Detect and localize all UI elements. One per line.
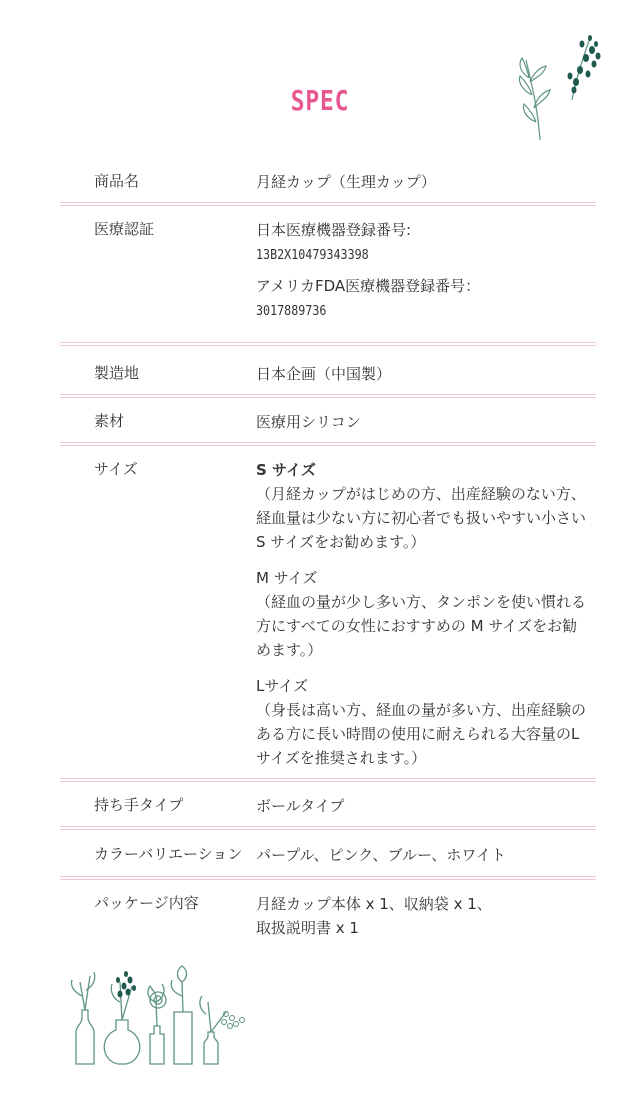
row-label: カラーバリエーション xyxy=(94,845,243,863)
size-s-title: S サイズ xyxy=(256,461,316,479)
cert-fda-number: 3017889736 xyxy=(256,304,327,319)
row-label: 素材 xyxy=(94,412,125,430)
row-value: 医療用シリコン xyxy=(256,413,361,431)
row-label: 製造地 xyxy=(94,364,140,382)
row-value: ボールタイプ xyxy=(256,797,345,815)
package-line-2: 取扱説明書 x 1 xyxy=(256,919,359,937)
size-m-title: M サイズ xyxy=(256,569,318,587)
row-value xyxy=(256,218,596,336)
botanical-sprig-icon xyxy=(510,30,610,150)
page-title: SPEC xyxy=(290,84,350,117)
size-l-description: （身長は高い方、経血の量が多い方、出産経験のある方に長い時間の使用に耐えられる大容量のLサイズを推奨されます。） xyxy=(256,701,587,767)
spec-row-colors xyxy=(60,830,596,876)
spec-row-size xyxy=(60,446,596,776)
cert-jp-number: 13B2X10479343398 xyxy=(256,248,369,263)
cert-fda-label: アメリカFDA医療機器登録番号： xyxy=(256,277,481,295)
row-value xyxy=(256,458,596,776)
row-label: 商品名 xyxy=(94,172,140,190)
size-s-description: （月経カップがはじめの方、出産経験のない方、経血量は少ない方に初心者でも扱いやすい小さいS サイズをお勧めます。） xyxy=(256,485,587,551)
size-l-title: Lサイズ xyxy=(256,677,309,695)
row-label: サイズ xyxy=(94,460,138,478)
spec-row-package-contents xyxy=(60,880,596,950)
spec-row-handle-type xyxy=(60,782,596,826)
size-m-description: （経血の量が少し多い方、タンポンを使い慣れる方にすべての女性におすすめの M サイズをお勧めます。） xyxy=(256,593,587,659)
row-label: パッケージ内容 xyxy=(94,894,199,912)
spec-row-origin xyxy=(60,346,596,392)
spec-table xyxy=(60,156,596,950)
package-line-1: 月経カップ本体 x 1、収納袋 x 1、 xyxy=(256,895,492,913)
row-value: パープル、ピンク、ブルー、ホワイト xyxy=(256,846,506,864)
spec-row-product-name xyxy=(60,156,596,202)
spec-row-material xyxy=(60,398,596,442)
spec-row-certification xyxy=(60,206,596,336)
row-label: 医療認証 xyxy=(94,220,155,238)
botanical-vases-icon xyxy=(56,962,256,1072)
row-label: 持ち手タイプ xyxy=(94,796,184,814)
row-value: 月経カップ（生理カップ） xyxy=(256,173,436,191)
cert-jp-label: 日本医療機器登録番号: xyxy=(256,221,412,239)
row-value xyxy=(256,892,596,950)
row-value: 日本企画（中国製） xyxy=(256,365,392,383)
